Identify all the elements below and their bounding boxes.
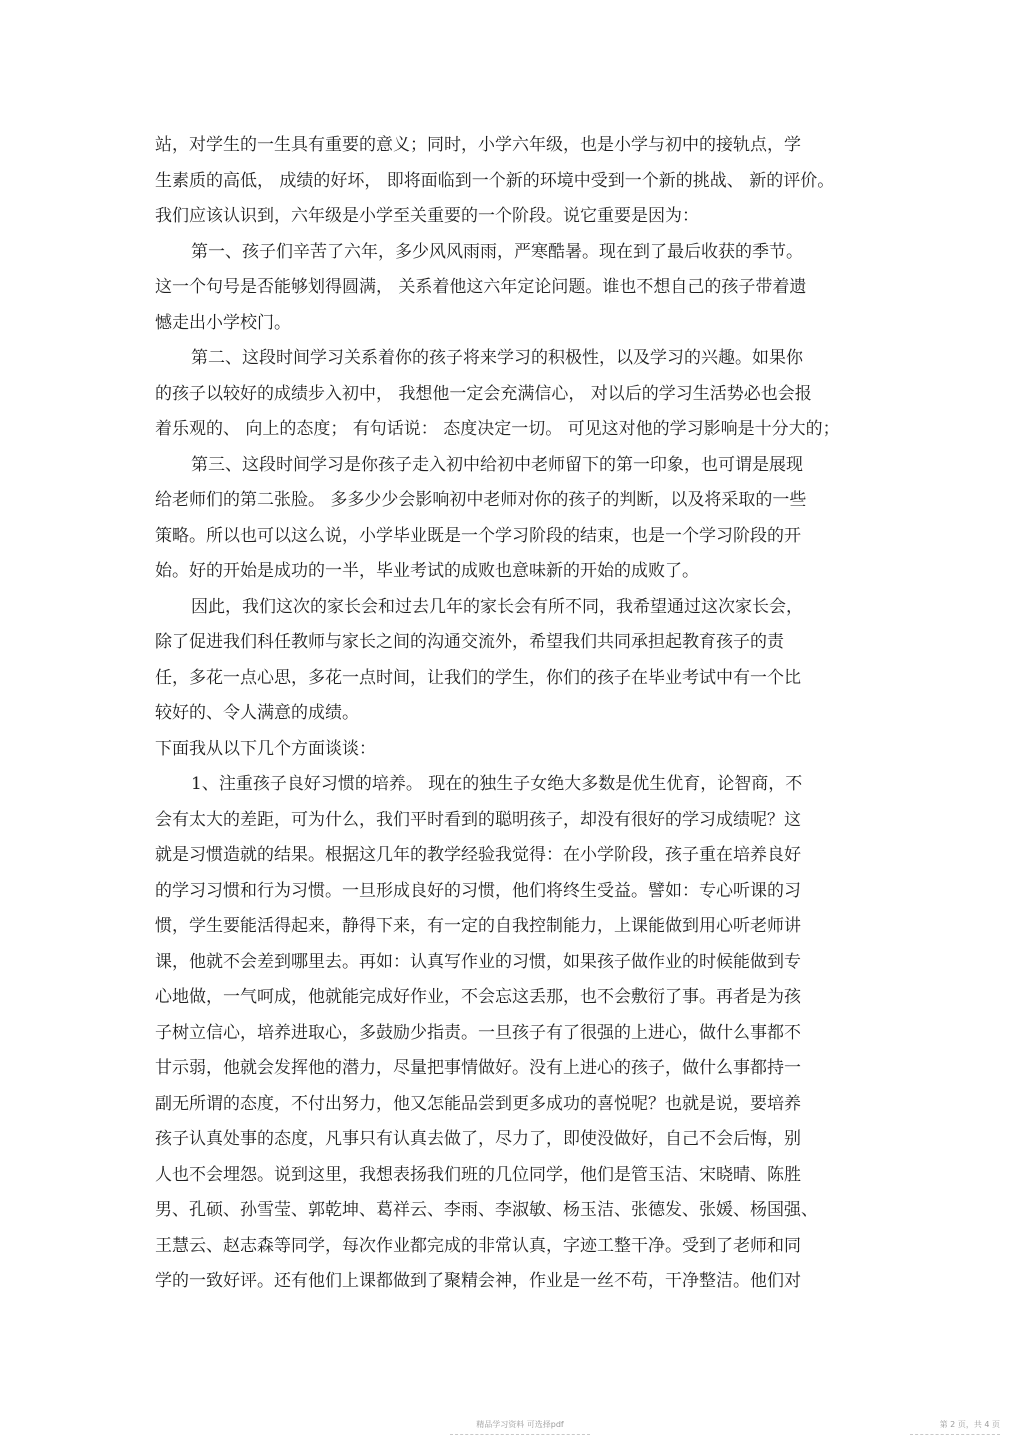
page-number-text: 第 2 页，共 4 页	[939, 1420, 1000, 1429]
text-line: 除了促进我们科任教师与家长之间的沟通交流外，希望我们共同承担起教育孩子的责	[155, 632, 784, 652]
text-line: 1、注重孩子良好习惯的培养。 现在的独生子女绝大多数是优生优育，论智商，不	[191, 774, 803, 794]
text-line: 任，多花一点心思，多花一点时间，让我们的学生，你们的孩子在毕业考试中有一个比	[155, 667, 801, 688]
text-line: 学的一致好评。还有他们上课都做到了聚精会神，作业是一丝不苟，干净整洁。他们对	[155, 1271, 801, 1291]
text-line: 给老师们的第二张脸。 多多少少会影响初中老师对你的孩子的判断，以及将采取的一些	[155, 490, 807, 510]
text-line: 心地做，一气呵成，他就能完成好作业，不会忘这丢那，也不会敷衍了事。再者是为孩	[155, 987, 801, 1007]
text-line: 着乐观的、 向上的态度； 有句话说： 态度决定一切。 可见这对他的学习影响是十分大的；	[155, 419, 840, 439]
text-line: 第三、这段时间学习是你孩子走入初中给初中老师留下的第一印象，也可谓是展现	[191, 454, 803, 475]
footer-divider-right	[910, 1434, 1000, 1435]
text-line: 生素质的高低， 成绩的好坏， 即将面临到一个新的环境中受到一个新的挑战、 新的评价。	[155, 170, 835, 191]
text-line: 憾走出小学校门。	[155, 312, 291, 333]
text-line: 会有太大的差距，可为什么，我们平时看到的聪明孩子，却没有很好的学习成绩呢？这	[155, 809, 801, 830]
text-line: 孩子认真处事的态度，凡事只有认真去做了，尽力了，即使没做好，自己不会后悔，别	[155, 1129, 801, 1149]
text-line: 第二、这段时间学习关系着你的孩子将来学习的积极性，以及学习的兴趣。如果你	[191, 348, 803, 368]
text-line: 人也不会埋怨。说到这里，我想表扬我们班的几位同学，他们是管玉洁、宋晓晴、陈胜	[155, 1164, 801, 1185]
text-line: 就是习惯造就的结果。根据这几年的教学经验我觉得：在小学阶段，孩子重在培养良好	[155, 845, 801, 865]
document-body	[155, 128, 875, 1300]
text-line: 甘示弱，他就会发挥他的潜力，尽量把事情做好。没有上进心的孩子，做什么事都持一	[155, 1058, 801, 1078]
footer-watermark	[450, 1419, 590, 1435]
text-line: 这一个句号是否能够划得圆满， 关系着他这六年定论问题。谁也不想自己的孩子带着遗	[155, 277, 807, 297]
text-line: 因此，我们这次的家长会和过去几年的家长会有所不同，我希望通过这次家长会，	[191, 596, 803, 617]
text-line: 的孩子以较好的成绩步入初中， 我想他一定会充满信心， 对以后的学习生活势必也会报	[155, 383, 812, 404]
text-line: 我们应该认识到，六年级是小学至关重要的一个阶段。说它重要是因为：	[155, 206, 699, 226]
text-line: 策略。所以也可以这么说，小学毕业既是一个学习阶段的结束，也是一个学习阶段的开	[155, 525, 801, 546]
text-line: 的学习习惯和行为习惯。一旦形成良好的习惯，他们将终生受益。譬如：专心听课的习	[155, 880, 801, 901]
footer-divider	[450, 1434, 590, 1435]
text-line: 男、孔硕、孙雪莹、郭乾坤、葛祥云、李雨、李淑敏、杨玉洁、张德发、张媛、杨国强、	[155, 1200, 818, 1220]
text-line: 较好的、令人满意的成绩。	[155, 703, 359, 723]
text-line: 始。好的开始是成功的一半，毕业考试的成败也意味新的开始的成败了。	[155, 561, 699, 581]
text-line: 课，他就不会差到哪里去。再如：认真写作业的习惯，如果孩子做作业的时候能做到专	[155, 951, 801, 972]
text-line: 副无所谓的态度，不付出努力，他又怎能品尝到更多成功的喜悦呢？也就是说，要培养	[155, 1093, 801, 1114]
text-line: 惯，学生要能活得起来，静得下来，有一定的自我控制能力，上课能做到用心听老师讲	[155, 916, 801, 936]
footer-page-number	[910, 1419, 1000, 1435]
text-line: 第一、孩子们辛苦了六年，多少风风雨雨，严寒酷暑。现在到了最后收获的季节。	[191, 241, 803, 262]
text-line: 子树立信心，培养进取心，多鼓励少指责。一旦孩子有了很强的上进心，做什么事都不	[155, 1022, 801, 1043]
text-line: 下面我从以下几个方面谈谈：	[155, 738, 376, 759]
text-line: 王慧云、赵志森等同学，每次作业都完成的非常认真，字迹工整干净。受到了老师和同	[155, 1235, 801, 1256]
text-line: 站，对学生的一生具有重要的意义；同时，小学六年级，也是小学与初中的接轨点，学	[155, 135, 801, 155]
footer-watermark-text: 精品学习资料 可选择pdf	[476, 1420, 564, 1429]
